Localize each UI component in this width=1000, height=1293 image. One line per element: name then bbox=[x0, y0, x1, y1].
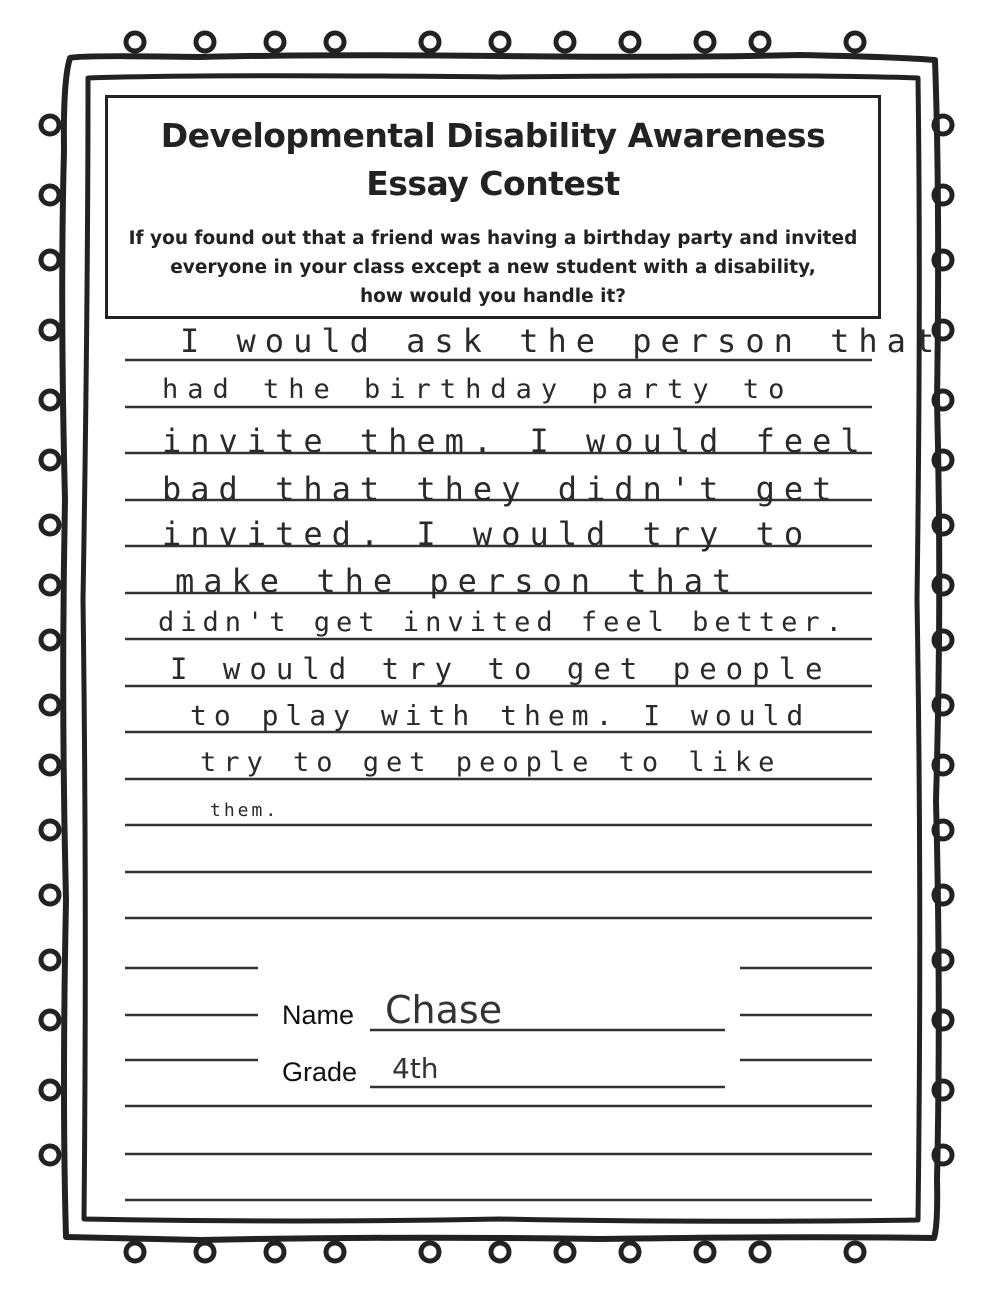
border-loop bbox=[41, 886, 59, 904]
prompt-line-1: If you found out that a friend was having a birthday party and invited bbox=[128, 228, 858, 249]
border-loop bbox=[41, 391, 59, 409]
essay-line: I would try to get people bbox=[170, 652, 832, 686]
border-loop bbox=[556, 1243, 574, 1261]
essay-line: I would ask the person that bbox=[180, 322, 944, 360]
border-loop bbox=[621, 33, 639, 51]
essay-line: didn't get invited feel better. bbox=[158, 607, 848, 638]
essay-prompt bbox=[108, 224, 878, 311]
border-loop bbox=[326, 33, 344, 51]
border-loop bbox=[196, 33, 214, 51]
border-loop bbox=[266, 33, 284, 51]
border-loop bbox=[41, 576, 59, 594]
title-box bbox=[105, 95, 881, 319]
title-line-1: Developmental Disability Awareness bbox=[160, 116, 826, 155]
border-loop bbox=[41, 1146, 59, 1164]
grade-value: 4th bbox=[392, 1052, 439, 1085]
essay-line: try to get people to like bbox=[200, 747, 782, 778]
border-loop bbox=[421, 1243, 439, 1261]
border-loop bbox=[196, 1243, 214, 1261]
prompt-line-3: how would you handle it? bbox=[359, 286, 627, 307]
prompt-line-2: everyone in your class except a new student with a disability, bbox=[170, 257, 816, 278]
border-loop bbox=[696, 33, 714, 51]
border-loop bbox=[491, 1243, 509, 1261]
essay-line: invited. I would try to bbox=[162, 515, 813, 553]
border-loop bbox=[556, 33, 574, 51]
border-loop bbox=[326, 1243, 344, 1261]
border-loop bbox=[126, 33, 144, 51]
border-loop bbox=[491, 33, 509, 51]
border-loop bbox=[41, 1081, 59, 1099]
border-loop bbox=[696, 1243, 714, 1261]
essay-line: to play with them. I would bbox=[190, 699, 811, 732]
border-loop bbox=[41, 186, 59, 204]
essay-line: invite them. I would feel bbox=[162, 422, 869, 460]
essay-line: them. bbox=[210, 800, 280, 821]
border-loop bbox=[621, 1243, 639, 1261]
border-loop bbox=[421, 33, 439, 51]
contest-title bbox=[108, 112, 878, 208]
border-loop bbox=[126, 1243, 144, 1261]
border-loop bbox=[846, 33, 864, 51]
name-label: Name bbox=[282, 1000, 355, 1030]
grade-label: Grade bbox=[282, 1057, 358, 1087]
name-value: Chase bbox=[385, 988, 503, 1032]
border-loop bbox=[41, 631, 59, 649]
border-loop bbox=[41, 1011, 59, 1029]
border-loop bbox=[41, 516, 59, 534]
border-loop bbox=[41, 821, 59, 839]
essay-line: had the birthday party to bbox=[162, 374, 794, 405]
border-loop bbox=[41, 116, 59, 134]
border-loop bbox=[41, 251, 59, 269]
border-loop bbox=[266, 1243, 284, 1261]
border-loop bbox=[846, 1243, 864, 1261]
border-loop bbox=[41, 951, 59, 969]
border-loop bbox=[751, 1243, 769, 1261]
border-loop bbox=[41, 321, 59, 339]
border-loop bbox=[41, 451, 59, 469]
border-loop bbox=[41, 696, 59, 714]
title-line-2: Essay Contest bbox=[366, 164, 620, 203]
border-loop bbox=[41, 756, 59, 774]
essay-line: make the person that bbox=[175, 562, 741, 600]
border-loop bbox=[751, 33, 769, 51]
essay-line: bad that they didn't get bbox=[162, 470, 841, 508]
